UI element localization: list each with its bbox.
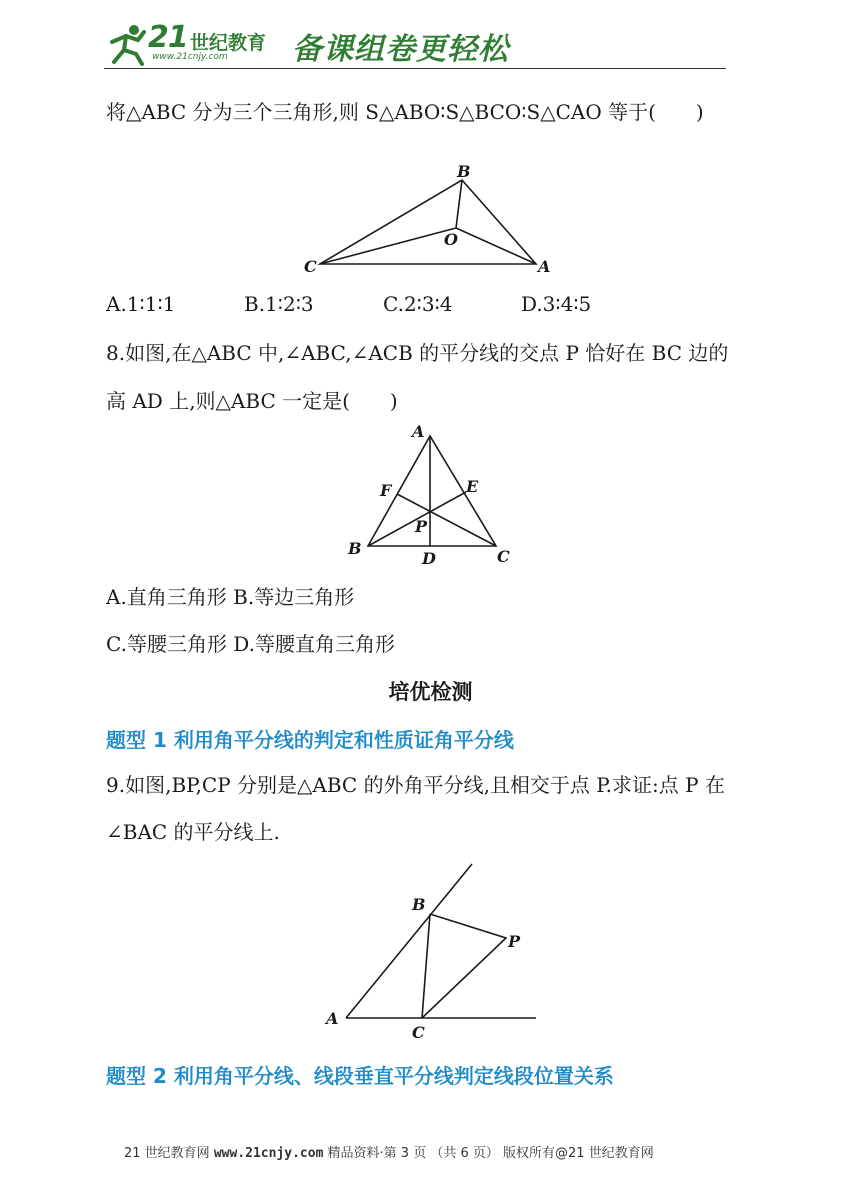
runner-icon (108, 22, 148, 66)
q7-option-a: A.1∶1∶1 (106, 292, 176, 316)
q7-label-c: C (304, 257, 317, 276)
q8-label-d: D (422, 549, 436, 568)
q8-options-row1: A.直角三角形 B.等边三角形 (106, 585, 355, 609)
q7-label-b: B (457, 162, 471, 181)
q8-options-row2: C.等腰三角形 D.等腰直角三角形 (106, 632, 395, 656)
header-rule (104, 68, 726, 69)
q7-label-a: A (538, 257, 551, 276)
q9-line2: ∠BAC 的平分线上. (106, 820, 280, 844)
logo-number: 21 (148, 20, 188, 55)
q7-option-b: B.1∶2∶3 (244, 292, 314, 316)
q9-label-c: C (412, 1023, 425, 1042)
section-title-1: 题型 1 利用角平分线的判定和性质证角平分线 (106, 728, 514, 752)
section-title-2: 题型 2 利用角平分线、线段垂直平分线判定线段位置关系 (106, 1064, 614, 1088)
q8-figure (342, 420, 522, 570)
q8-line2: 高 AD 上,则△ABC 一定是( ) (106, 389, 398, 413)
q9-label-p: P (508, 932, 521, 951)
q9-label-a: A (326, 1009, 339, 1028)
q8-label-a: A (412, 422, 425, 441)
q9-figure (320, 858, 550, 1048)
q7-option-c: C.2∶3∶4 (383, 292, 453, 316)
page-footer (124, 1142, 654, 1161)
q9-line1: 9.如图,BP,CP 分别是△ABC 的外角平分线,且相交于点 P.求证:点 P 在 (106, 773, 725, 797)
logo-text: 世纪教育 (190, 32, 267, 54)
q8-line1: 8.如图,在△ABC 中,∠ABC,∠ACB 的平分线的交点 P 恰好在 BC 边的 (106, 341, 729, 365)
footer-url[interactable]: www.21cnjy.com (213, 1146, 324, 1161)
q8-label-c: C (497, 547, 510, 566)
q8-label-p: P (415, 517, 428, 536)
q8-label-b: B (348, 539, 362, 558)
footer-site: 21 世纪教育网 (124, 1146, 210, 1161)
q8-label-f: F (380, 481, 392, 500)
q7-stem: 将△ABC 分为三个三角形,则 S△ABO∶S△BCO∶S△CAO 等于( ) (106, 100, 704, 124)
q7-figure (300, 158, 560, 278)
q8-label-e: E (466, 477, 479, 496)
q7-label-o: O (444, 230, 458, 249)
q7-option-d: D.3∶4∶5 (521, 292, 592, 316)
logo-url: www.21cnjy.com (152, 52, 228, 62)
header-logo (108, 22, 148, 66)
section-heading: 培优检测 (388, 679, 473, 704)
header-slogan: 备课组卷更轻松 (292, 32, 509, 67)
footer-text: 精品资料·第 3 页 （共 6 页） 版权所有@21 世纪教育网 (327, 1146, 654, 1161)
q9-label-b: B (412, 895, 426, 914)
